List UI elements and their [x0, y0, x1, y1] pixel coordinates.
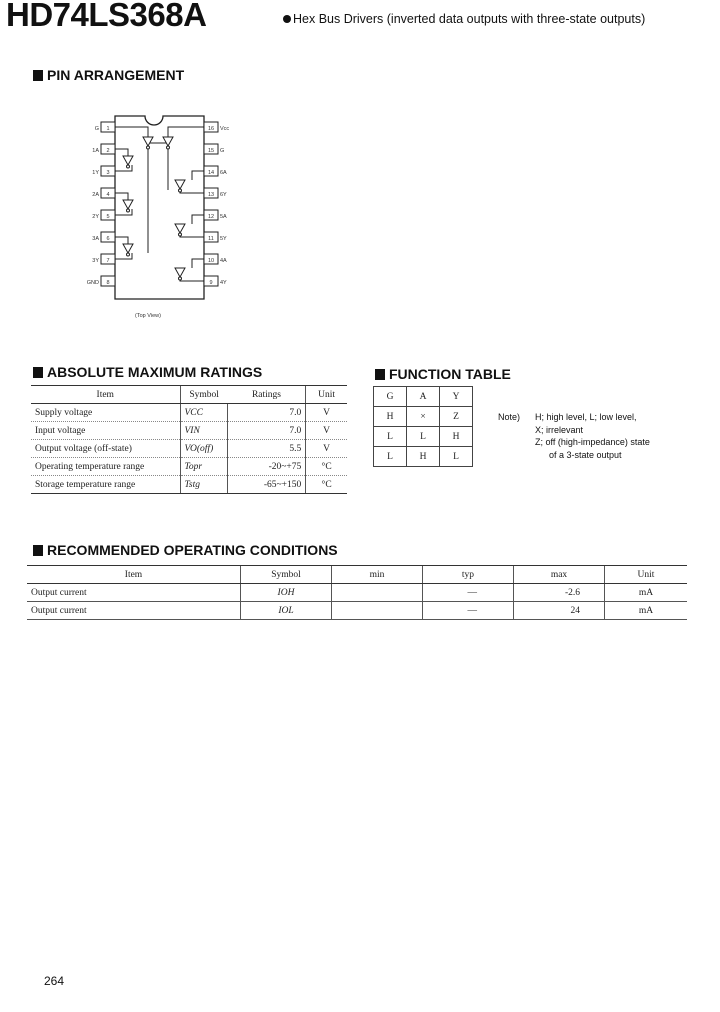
svg-text:G: G [94, 126, 99, 132]
svg-text:G: G [220, 148, 225, 154]
table-header-row: G A Y [374, 387, 473, 407]
part-number-title: HD74LS368A [6, 0, 207, 33]
roc-table [27, 565, 687, 620]
svg-text:3: 3 [106, 170, 110, 176]
svg-text:3Y: 3Y [92, 258, 99, 264]
svg-text:11: 11 [208, 236, 214, 242]
table-row: Supply voltage VCC 7.0 V [31, 404, 347, 422]
table-row: Storage temperature range Tstg -65~+150 °C [31, 476, 347, 494]
svg-text:1: 1 [106, 126, 110, 132]
table-row: Output current IOH — -2.6 mA [27, 584, 687, 602]
pin-diagram [70, 110, 270, 330]
part-description [283, 12, 645, 26]
function-table-notes: H; high level, L; low level, X; irrelevant Z; off (high-impedance) state of a 3-state output [535, 412, 650, 460]
svg-text:9: 9 [209, 280, 213, 286]
svg-text:3A: 3A [92, 236, 99, 242]
svg-text:4A: 4A [220, 258, 227, 264]
svg-text:7: 7 [106, 258, 110, 264]
section-square-icon [33, 367, 43, 378]
svg-text:8: 8 [106, 280, 110, 286]
table-row: L L H [374, 427, 473, 447]
svg-text:12: 12 [207, 214, 215, 220]
page-number: 264 [44, 974, 65, 988]
note-label: Note) [498, 412, 521, 422]
svg-text:5A: 5A [220, 214, 227, 220]
table-row: Output voltage (off-state) VO(off) 5.5 V [31, 440, 347, 458]
svg-text:1A: 1A [92, 148, 99, 154]
table-row: Operating temperature range Topr -20~+75 °C [31, 458, 347, 476]
svg-text:6A: 6A [220, 170, 227, 176]
svg-text:13: 13 [207, 192, 215, 198]
bullet-icon [283, 15, 291, 23]
svg-text:10: 10 [207, 258, 215, 264]
pin-numbers [106, 126, 214, 286]
svg-text:1Y: 1Y [92, 170, 99, 176]
svg-text:5Y: 5Y [220, 236, 227, 242]
table-row: Input voltage VIN 7.0 V [31, 422, 347, 440]
svg-text:5: 5 [106, 214, 110, 220]
top-view-caption: (Top View) [135, 313, 161, 319]
svg-text:2: 2 [106, 148, 110, 154]
svg-text:14: 14 [207, 170, 215, 176]
svg-text:15: 15 [207, 148, 215, 154]
svg-text:6: 6 [106, 236, 110, 242]
section-square-icon [33, 70, 43, 81]
roc-heading: RECOMMENDED OPERATING CONDITIONS [33, 542, 338, 558]
svg-text:2Y: 2Y [92, 214, 99, 220]
svg-text:GND: GND [86, 280, 99, 286]
section-square-icon [375, 369, 385, 380]
part-description-text: Hex Bus Drivers (inverted data outputs with three-state outputs) [293, 12, 646, 26]
abs-max-table [31, 385, 347, 494]
table-row: L H L [374, 447, 473, 467]
table-row: H × Z [374, 407, 473, 427]
function-table-heading: FUNCTION TABLE [375, 366, 511, 382]
svg-text:4: 4 [106, 192, 110, 198]
section-square-icon [33, 545, 43, 556]
svg-text:4Y: 4Y [220, 280, 227, 286]
svg-text:6Y: 6Y [220, 192, 227, 198]
svg-text:Vcc: Vcc [220, 126, 230, 132]
pin-arrangement-heading: PIN ARRANGEMENT [33, 67, 184, 83]
table-header-row: Item Symbol Ratings Unit [31, 386, 347, 404]
table-header-row: Item Symbol min typ max Unit [27, 566, 687, 584]
abs-max-heading: ABSOLUTE MAXIMUM RATINGS [33, 364, 262, 380]
table-row: Output current IOL — 24 mA [27, 602, 687, 620]
svg-text:2A: 2A [92, 192, 99, 198]
svg-text:16: 16 [207, 126, 215, 132]
function-table [373, 386, 473, 467]
